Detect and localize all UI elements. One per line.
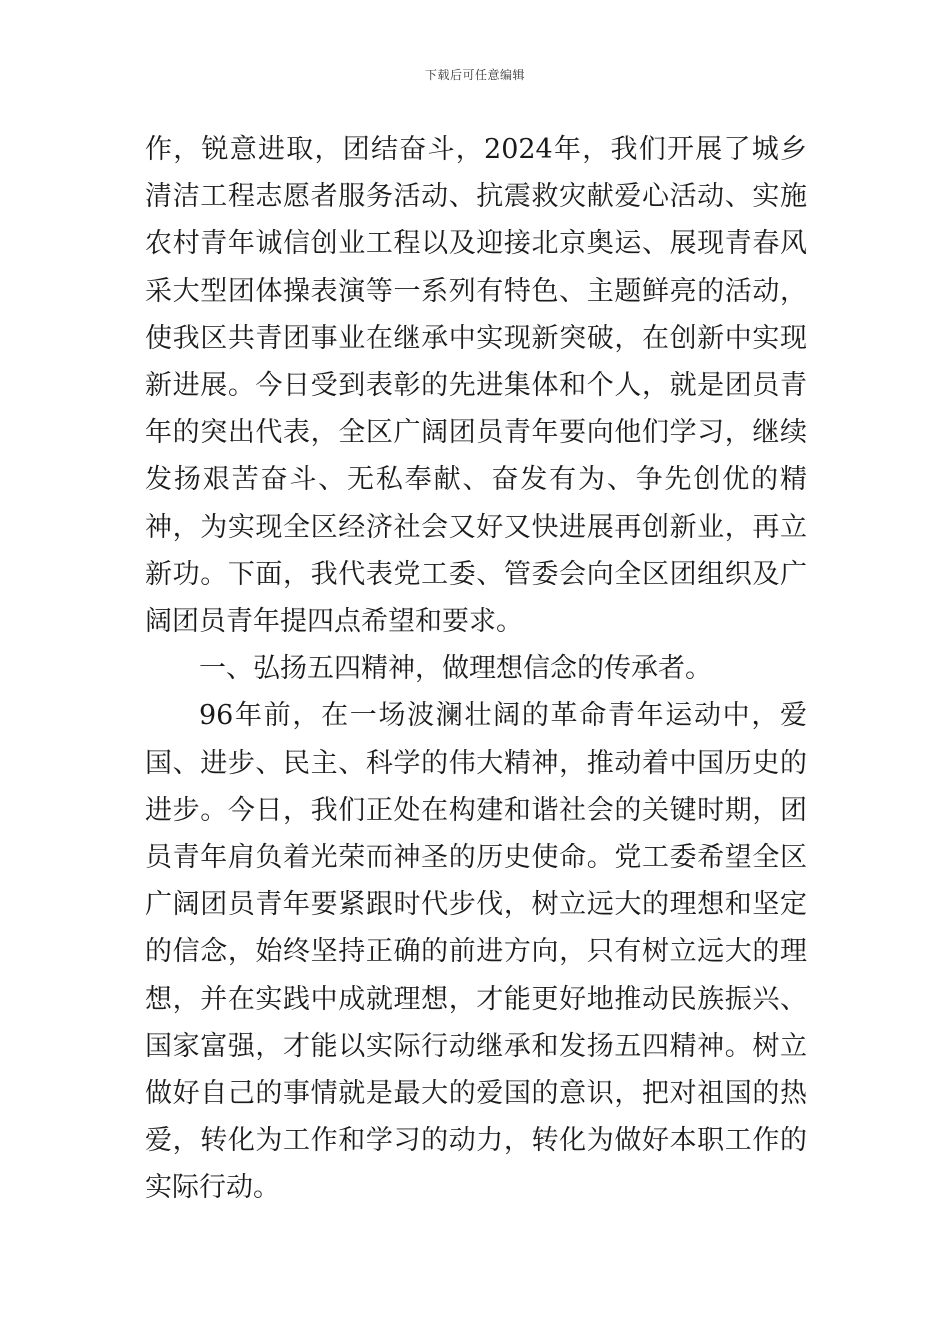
section-heading: 一、弘扬五四精神，做理想信念的传承者。 xyxy=(199,653,712,685)
document-body xyxy=(145,126,807,1212)
paragraph-continuation: 作，锐意进取，团结奋斗，2024年，我们开展了城乡清洁工程志愿者服务活动、抗震救灾献爱心活动、实施农村青年诚信创业工程以及迎接北京奥运、展现青春风采大型团体操表演等一系列有特色、主题鲜亮的活动，使我区共青团事业在继承中实现新突破，在创新中实现新进展。今日受到表彰的先进集体和个人，就是团员青年的突出代表，全区广阔团员青年要向他们学习，继续发扬艰苦奋斗、无私奉献、奋发有为、争先创优的精神，为实现全区经济社会又好又快进展再创新业，再立新功。下面，我代表党工委、管委会向全区团组织及广阔团员青年提四点希望和要求。 xyxy=(145,134,807,638)
header-note: 下载后可任意编辑 xyxy=(424,68,525,82)
paragraph: 96年前，在一场波澜壮阔的革命青年运动中，爱国、进步、民主、科学的伟大精神，推动着中国历史的进步。今日，我们正处在构建和谐社会的关键时期，团员青年肩负着光荣而神圣的历史使命。党工委希望全区广阔团员青年要紧跟时代步伐，树立远大的理想和坚定的信念，始终坚持正确的前进方向，只有树立远大的理想，并在实践中成就理想，才能更好地推动民族振兴、国家富强，才能以实际行动继承和发扬五四精神。树立做好自己的事情就是最大的爱国的意识，把对祖国的热爱，转化为工作和学习的动力，转化为做好本职工作的实际行动。 xyxy=(145,700,807,1204)
